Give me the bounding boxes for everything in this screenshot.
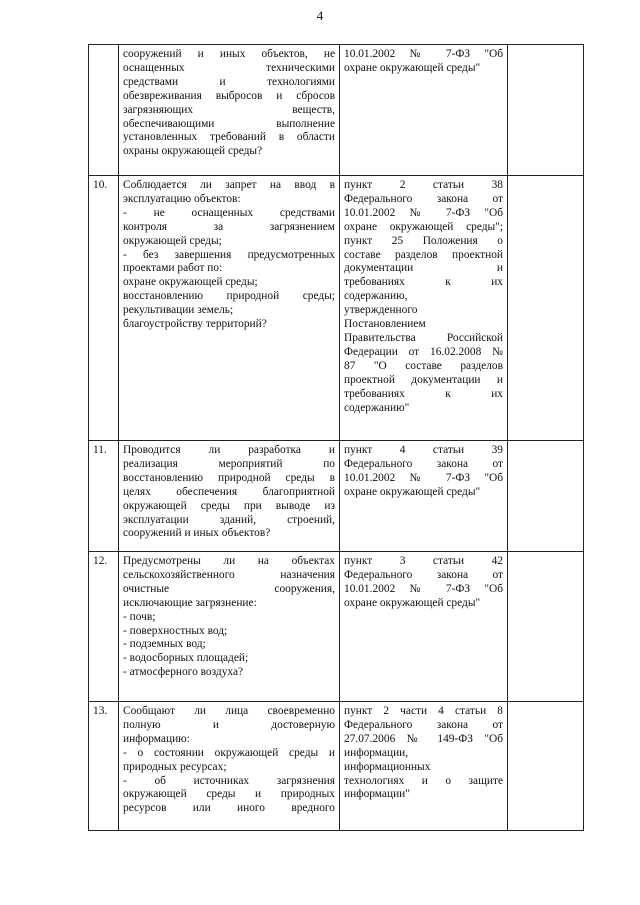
reference-line: охране окружающей среды" [344,61,481,74]
reference-line: содержанию, [344,290,408,303]
reference-line: информации" [344,788,410,801]
question-cell [119,552,340,702]
legal-reference-cell [340,45,508,176]
reference-line: Федерации от 16.02.2008 № [344,345,503,358]
row-number-cell: 11. [89,441,119,552]
question-line: Соблюдается ли запрет на ввод в [123,179,335,191]
reference-line: проектной документации и [344,373,503,386]
reference-line: 10.01.2002 № 7-ФЗ "Об [344,48,503,60]
table-row [89,552,584,702]
question-line: - подземных вод; [123,638,206,651]
reference-line: Федерального закона от [344,457,503,470]
question-line: - без завершения предусмотренных [123,248,335,261]
reference-line: информации, [344,746,409,759]
reference-line: 27.07.2006 № 149-ФЗ "Об [344,732,503,745]
reference-line: документации и [344,262,503,275]
reference-line: пункт 4 статьи 39 [344,444,503,456]
table-row [89,45,584,176]
legal-reference-cell [340,441,508,552]
question-line: - почв; [123,610,156,623]
reference-line: пункт 25 Положения о [344,234,503,247]
question-line: благоустройству территорий? [123,318,267,331]
row-number-cell: 13. [89,702,119,831]
question-line: сооружений и иных объектов, не [123,48,335,60]
reference-line: Федерального закона от [344,192,503,205]
question-line: целях обеспечения благоприятной [123,485,335,498]
question-line: проектами работ по: [123,262,223,275]
question-line: охраны окружающей среды? [123,145,263,158]
question-line: - о состоянии окружающей среды и [123,746,335,759]
legal-reference-cell [340,702,508,831]
question-line: полную и достоверную [123,718,335,731]
reference-line: Постановлением [344,318,426,331]
question-line: рекультивации земель; [123,304,234,317]
legal-reference-cell [340,176,508,441]
question-line: информацию: [123,732,190,745]
question-line: контроля за загрязнением [123,220,335,233]
answer-cell [508,552,584,702]
reference-line: охране окружающей среды" [344,485,481,498]
reference-line: пункт 3 статьи 42 [344,555,503,567]
question-line: сельскохозяйственного назначения [123,568,335,581]
reference-line: требованиях к их [344,387,503,400]
question-line: эксплуатацию объектов: [123,192,241,205]
reference-line: пункт 2 статьи 38 [344,179,503,191]
answer-cell [508,176,584,441]
question-line: окружающей среды; [123,234,222,247]
reference-line: Правительства Российской [344,331,503,344]
table-row [89,441,584,552]
question-line: оснащенных техническими [123,61,335,74]
question-line: средствами и технологиями [123,75,335,88]
question-line: - атмосферного воздуха? [123,666,244,679]
question-line: очистные сооружения, [123,582,335,595]
answer-cell [508,702,584,831]
question-cell [119,45,340,176]
row-number-cell: 10. [89,176,119,441]
reference-line: 87 "О составе разделов [344,359,503,372]
checklist-table [88,44,584,831]
row-number-cell [89,45,119,176]
question-line: реализация мероприятий по [123,457,335,470]
row-number-cell: 12. [89,552,119,702]
reference-line: требованиях к их [344,276,503,289]
reference-line: Федерального закона от [344,568,503,581]
question-line: - об источниках загрязнения [123,774,335,787]
table-row [89,176,584,441]
question-line: эксплуатации зданий, строений, [123,513,335,526]
question-line: Предусмотрены ли на объектах [123,555,335,567]
legal-reference-cell [340,552,508,702]
question-line: Проводится ли разработка и [123,444,335,456]
question-line: Сообщают ли лица своевременно [123,705,335,717]
answer-cell [508,45,584,176]
table-row [89,702,584,831]
question-line: - не оснащенных средствами [123,206,335,219]
question-line: природных ресурсах; [123,760,227,773]
reference-line: 10.01.2002 № 7-ФЗ "Об [344,582,503,595]
reference-line: утвержденного [344,304,418,317]
question-line: ресурсов или иного вредного [123,802,335,815]
question-line: окружающей среды и природных [123,788,335,801]
question-line: сооружений и иных объектов? [123,527,271,540]
reference-line: содержанию" [344,401,410,414]
reference-line: 10.01.2002 № 7-ФЗ "Об [344,471,503,484]
reference-line: охране окружающей среды"; [344,220,503,233]
answer-cell [508,441,584,552]
page-number: 4 [316,8,324,23]
question-line: исключающие загрязнение: [123,596,257,609]
reference-line: охране окружающей среды" [344,596,481,609]
question-line: обеспечивающими выполнение [123,117,335,130]
reference-line: пункт 2 части 4 статьи 8 [344,705,503,717]
question-line: восстановлению природной среды; [123,290,335,303]
question-cell [119,441,340,552]
question-cell [119,176,340,441]
question-line: - водосборных площадей; [123,652,249,665]
question-line: восстановлению природной среды в [123,471,335,484]
question-line: - поверхностных вод; [123,624,228,637]
reference-line: 10.01.2002 № 7-ФЗ "Об [344,206,503,219]
question-line: охране окружающей среды; [123,276,258,289]
reference-line: составе разделов проектной [344,248,503,261]
question-line: загрязняющих веществ, [123,103,335,116]
reference-line: информационных [344,760,431,773]
reference-line: Федерального закона от [344,718,503,731]
question-line: окружающей среды при выводе из [123,499,335,512]
reference-line: технологиях и о защите [344,774,503,787]
question-line: установленных требований в области [123,131,335,144]
question-line: обезвреживания выбросов и сбросов [123,89,335,102]
question-cell [119,702,340,831]
